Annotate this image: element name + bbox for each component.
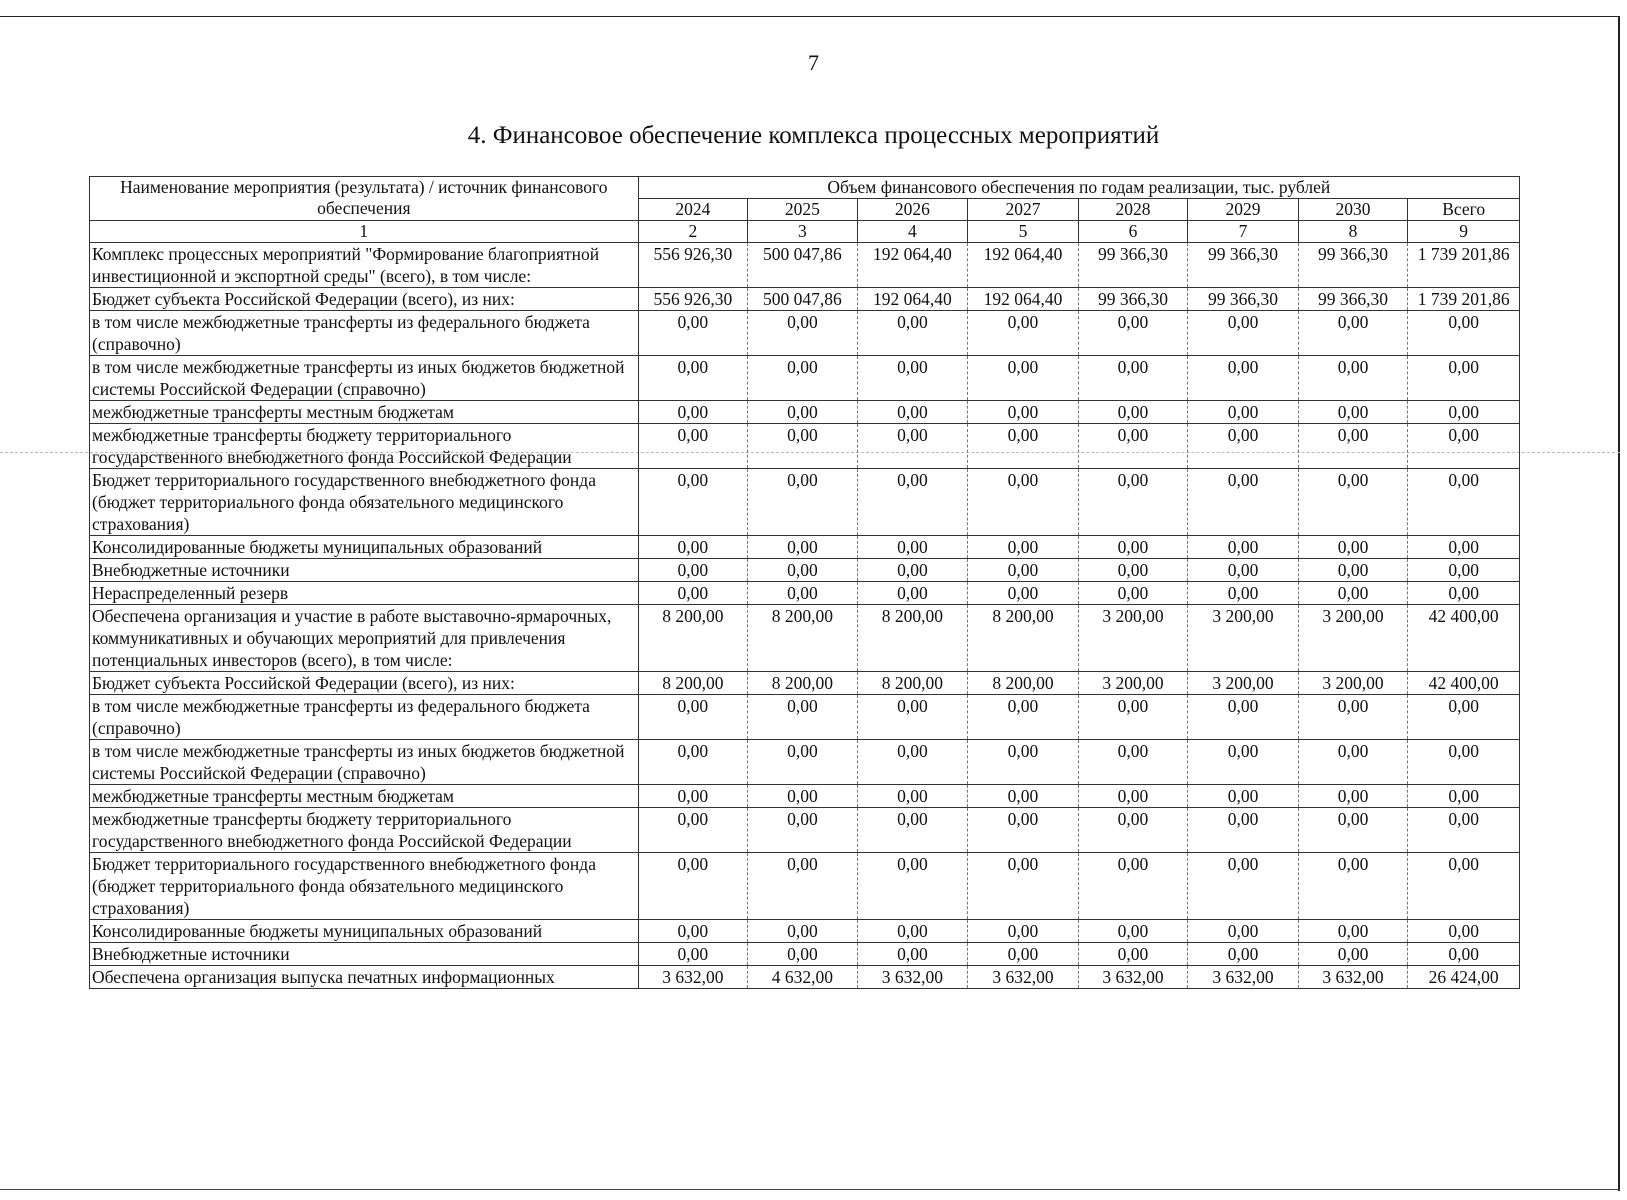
row-value: 0,00 bbox=[1188, 582, 1299, 605]
row-value: 0,00 bbox=[968, 356, 1079, 401]
row-value: 0,00 bbox=[1188, 401, 1299, 424]
row-name: в том числе межбюджетные трансферты из федерального бюджета (справочно) bbox=[90, 695, 639, 740]
row-value: 0,00 bbox=[1188, 943, 1299, 966]
row-value: 0,00 bbox=[857, 559, 968, 582]
row-value: 8 200,00 bbox=[968, 672, 1079, 695]
row-value: 0,00 bbox=[1298, 695, 1408, 740]
row-value: 99 366,30 bbox=[1298, 243, 1408, 288]
row-value: 0,00 bbox=[1298, 311, 1408, 356]
row-value: 99 366,30 bbox=[1188, 288, 1299, 311]
row-value: 0,00 bbox=[1408, 853, 1520, 920]
row-value: 0,00 bbox=[1188, 808, 1299, 853]
row-value: 0,00 bbox=[638, 785, 748, 808]
row-value: 0,00 bbox=[968, 559, 1079, 582]
row-value: 0,00 bbox=[638, 582, 748, 605]
row-value: 0,00 bbox=[968, 536, 1079, 559]
table-row bbox=[90, 943, 1520, 966]
table-row bbox=[90, 469, 1520, 536]
row-value: 0,00 bbox=[1298, 943, 1408, 966]
row-value: 0,00 bbox=[857, 740, 968, 785]
row-value: 0,00 bbox=[638, 808, 748, 853]
row-value: 3 632,00 bbox=[1298, 966, 1408, 989]
row-value: 0,00 bbox=[1298, 424, 1408, 469]
row-name: Бюджет территориального государственного внебюджетного фонда (бюджет территориального фонда обязательного медицинского страхования) bbox=[90, 469, 639, 536]
table-body bbox=[90, 243, 1520, 989]
row-name: Бюджет территориального государственного внебюджетного фонда (бюджет территориального фонда обязательного медицинского страхования) bbox=[90, 853, 639, 920]
column-number: 2 bbox=[638, 221, 748, 243]
row-value: 0,00 bbox=[857, 920, 968, 943]
row-value: 0,00 bbox=[1408, 311, 1520, 356]
column-number: 7 bbox=[1188, 221, 1299, 243]
row-value: 0,00 bbox=[1408, 695, 1520, 740]
row-value: 42 400,00 bbox=[1408, 605, 1520, 672]
row-value: 0,00 bbox=[1078, 785, 1188, 808]
page-frame-right bbox=[1618, 16, 1620, 1191]
row-value: 500 047,86 bbox=[748, 288, 858, 311]
row-value: 0,00 bbox=[1408, 469, 1520, 536]
row-value: 0,00 bbox=[748, 943, 858, 966]
row-value: 0,00 bbox=[638, 559, 748, 582]
row-value: 0,00 bbox=[1078, 311, 1188, 356]
row-name: межбюджетные трансферты местным бюджетам bbox=[90, 401, 639, 424]
row-value: 99 366,30 bbox=[1298, 288, 1408, 311]
row-value: 0,00 bbox=[748, 853, 858, 920]
row-value: 0,00 bbox=[1078, 536, 1188, 559]
row-value: 3 200,00 bbox=[1188, 672, 1299, 695]
row-name: в том числе межбюджетные трансферты из иных бюджетов бюджетной системы Российской Федерации (справочно) bbox=[90, 740, 639, 785]
column-number: 9 bbox=[1408, 221, 1520, 243]
row-value: 3 632,00 bbox=[1078, 966, 1188, 989]
row-value: 26 424,00 bbox=[1408, 966, 1520, 989]
row-value: 3 632,00 bbox=[1188, 966, 1299, 989]
row-value: 99 366,30 bbox=[1188, 243, 1299, 288]
row-value: 3 632,00 bbox=[968, 966, 1079, 989]
row-value: 0,00 bbox=[1408, 536, 1520, 559]
row-value: 0,00 bbox=[638, 853, 748, 920]
table-row bbox=[90, 740, 1520, 785]
row-value: 0,00 bbox=[638, 943, 748, 966]
row-value: 3 200,00 bbox=[1188, 605, 1299, 672]
row-value: 0,00 bbox=[1408, 808, 1520, 853]
row-value: 0,00 bbox=[1298, 356, 1408, 401]
row-value: 0,00 bbox=[1078, 695, 1188, 740]
row-value: 0,00 bbox=[638, 740, 748, 785]
row-value: 0,00 bbox=[748, 808, 858, 853]
table-row bbox=[90, 356, 1520, 401]
row-name: в том числе межбюджетные трансферты из федерального бюджета (справочно) bbox=[90, 311, 639, 356]
row-value: 0,00 bbox=[1298, 853, 1408, 920]
row-value: 0,00 bbox=[1298, 469, 1408, 536]
row-value: 0,00 bbox=[857, 695, 968, 740]
row-name: Комплекс процессных мероприятий "Формирование благоприятной инвестиционной и экспортной среды" (всего), в том числе: bbox=[90, 243, 639, 288]
row-value: 8 200,00 bbox=[857, 672, 968, 695]
row-value: 0,00 bbox=[1078, 853, 1188, 920]
year-header: 2024 bbox=[638, 199, 748, 221]
row-value: 0,00 bbox=[1298, 808, 1408, 853]
row-value: 0,00 bbox=[1078, 920, 1188, 943]
row-name: Консолидированные бюджеты муниципальных образований bbox=[90, 536, 639, 559]
row-value: 0,00 bbox=[1298, 785, 1408, 808]
row-value: 0,00 bbox=[857, 311, 968, 356]
financing-table bbox=[89, 176, 1520, 989]
row-value: 0,00 bbox=[1188, 695, 1299, 740]
row-name: Бюджет субъекта Российской Федерации (всего), из них: bbox=[90, 672, 639, 695]
row-value: 0,00 bbox=[1188, 853, 1299, 920]
row-value: 0,00 bbox=[857, 356, 968, 401]
row-value: 0,00 bbox=[968, 469, 1079, 536]
row-value: 0,00 bbox=[1408, 582, 1520, 605]
row-value: 0,00 bbox=[968, 785, 1079, 808]
row-value: 3 200,00 bbox=[1078, 605, 1188, 672]
row-value: 0,00 bbox=[748, 469, 858, 536]
row-value: 0,00 bbox=[857, 808, 968, 853]
row-value: 3 200,00 bbox=[1298, 672, 1408, 695]
row-value: 99 366,30 bbox=[1078, 243, 1188, 288]
row-value: 0,00 bbox=[968, 401, 1079, 424]
page-frame-bottom bbox=[0, 1189, 1620, 1190]
row-value: 3 200,00 bbox=[1298, 605, 1408, 672]
row-value: 0,00 bbox=[1408, 424, 1520, 469]
table-row bbox=[90, 785, 1520, 808]
table-row bbox=[90, 243, 1520, 288]
row-value: 0,00 bbox=[1298, 740, 1408, 785]
row-value: 0,00 bbox=[638, 695, 748, 740]
row-value: 0,00 bbox=[638, 424, 748, 469]
row-value: 42 400,00 bbox=[1408, 672, 1520, 695]
row-value: 0,00 bbox=[857, 424, 968, 469]
table-row bbox=[90, 288, 1520, 311]
column-number: 1 bbox=[90, 221, 639, 243]
row-value: 0,00 bbox=[1188, 559, 1299, 582]
row-value: 0,00 bbox=[748, 401, 858, 424]
table-row bbox=[90, 311, 1520, 356]
row-value: 99 366,30 bbox=[1078, 288, 1188, 311]
row-value: 0,00 bbox=[1078, 401, 1188, 424]
column-numbers-row bbox=[90, 221, 1520, 243]
column-number: 3 bbox=[748, 221, 858, 243]
row-value: 0,00 bbox=[968, 424, 1079, 469]
row-value: 3 632,00 bbox=[857, 966, 968, 989]
row-value: 0,00 bbox=[1078, 740, 1188, 785]
row-value: 0,00 bbox=[1078, 356, 1188, 401]
row-name: Внебюджетные источники bbox=[90, 943, 639, 966]
row-value: 556 926,30 bbox=[638, 288, 748, 311]
row-value: 0,00 bbox=[1298, 920, 1408, 943]
page-title: 4. Финансовое обеспечение комплекса процессных мероприятий bbox=[467, 122, 1160, 149]
row-value: 0,00 bbox=[1188, 469, 1299, 536]
row-value: 0,00 bbox=[1188, 311, 1299, 356]
year-header: 2028 bbox=[1078, 199, 1188, 221]
row-name: Обеспечена организация выпуска печатных информационных bbox=[90, 966, 639, 989]
row-value: 0,00 bbox=[1408, 920, 1520, 943]
row-value: 8 200,00 bbox=[748, 605, 858, 672]
table-row bbox=[90, 582, 1520, 605]
row-value: 0,00 bbox=[968, 740, 1079, 785]
row-value: 0,00 bbox=[968, 695, 1079, 740]
row-value: 0,00 bbox=[857, 785, 968, 808]
row-value: 0,00 bbox=[748, 695, 858, 740]
row-value: 0,00 bbox=[968, 311, 1079, 356]
row-value: 0,00 bbox=[1078, 424, 1188, 469]
row-value: 0,00 bbox=[1298, 582, 1408, 605]
row-value: 0,00 bbox=[748, 559, 858, 582]
row-value: 192 064,40 bbox=[968, 288, 1079, 311]
table-row bbox=[90, 401, 1520, 424]
table-row bbox=[90, 536, 1520, 559]
year-header: 2029 bbox=[1188, 199, 1299, 221]
row-value: 0,00 bbox=[748, 582, 858, 605]
row-value: 0,00 bbox=[1408, 401, 1520, 424]
table-row bbox=[90, 920, 1520, 943]
table-row bbox=[90, 808, 1520, 853]
row-name: Обеспечена организация и участие в работе выставочно-ярмарочных, коммуникативных и обучающих мероприятий для привлечения потенциальных инвесторов (всего), в том числе: bbox=[90, 605, 639, 672]
row-value: 1 739 201,86 bbox=[1408, 288, 1520, 311]
row-value: 0,00 bbox=[1408, 559, 1520, 582]
column-number: 5 bbox=[968, 221, 1079, 243]
row-value: 4 632,00 bbox=[748, 966, 858, 989]
row-value: 0,00 bbox=[748, 356, 858, 401]
row-value: 500 047,86 bbox=[748, 243, 858, 288]
row-name: в том числе межбюджетные трансферты из иных бюджетов бюджетной системы Российской Федерации (справочно) bbox=[90, 356, 639, 401]
column-header-group: Объем финансового обеспечения по годам реализации, тыс. рублей bbox=[638, 177, 1519, 199]
row-value: 0,00 bbox=[638, 311, 748, 356]
row-value: 0,00 bbox=[748, 536, 858, 559]
table-row bbox=[90, 672, 1520, 695]
column-header-name: Наименование мероприятия (результата) / источник финансового обеспечения bbox=[90, 177, 639, 221]
row-value: 8 200,00 bbox=[748, 672, 858, 695]
row-value: 192 064,40 bbox=[857, 243, 968, 288]
row-value: 0,00 bbox=[1188, 740, 1299, 785]
row-name: Бюджет субъекта Российской Федерации (всего), из них: bbox=[90, 288, 639, 311]
row-value: 0,00 bbox=[968, 808, 1079, 853]
row-value: 0,00 bbox=[748, 785, 858, 808]
row-value: 0,00 bbox=[638, 356, 748, 401]
row-value: 0,00 bbox=[857, 469, 968, 536]
row-value: 0,00 bbox=[857, 582, 968, 605]
row-value: 0,00 bbox=[1078, 559, 1188, 582]
row-value: 0,00 bbox=[1408, 356, 1520, 401]
year-header: Всего bbox=[1408, 199, 1520, 221]
row-value: 0,00 bbox=[968, 582, 1079, 605]
row-value: 0,00 bbox=[968, 943, 1079, 966]
row-value: 0,00 bbox=[1188, 785, 1299, 808]
year-header: 2026 bbox=[857, 199, 968, 221]
page-number: 7 bbox=[808, 50, 819, 75]
page-frame-top bbox=[0, 16, 1620, 17]
row-value: 0,00 bbox=[748, 740, 858, 785]
row-value: 1 739 201,86 bbox=[1408, 243, 1520, 288]
row-value: 0,00 bbox=[1298, 401, 1408, 424]
row-value: 192 064,40 bbox=[968, 243, 1079, 288]
row-value: 8 200,00 bbox=[638, 672, 748, 695]
row-value: 0,00 bbox=[1078, 469, 1188, 536]
table-row bbox=[90, 605, 1520, 672]
row-value: 0,00 bbox=[968, 920, 1079, 943]
row-value: 0,00 bbox=[857, 853, 968, 920]
table-row bbox=[90, 424, 1520, 469]
year-header: 2030 bbox=[1298, 199, 1408, 221]
column-number: 8 bbox=[1298, 221, 1408, 243]
row-value: 0,00 bbox=[748, 920, 858, 943]
row-value: 3 632,00 bbox=[638, 966, 748, 989]
row-value: 0,00 bbox=[857, 401, 968, 424]
row-value: 0,00 bbox=[1188, 356, 1299, 401]
row-value: 192 064,40 bbox=[857, 288, 968, 311]
year-header: 2027 bbox=[968, 199, 1079, 221]
table-row bbox=[90, 853, 1520, 920]
row-value: 0,00 bbox=[1188, 920, 1299, 943]
row-value: 8 200,00 bbox=[968, 605, 1079, 672]
row-value: 0,00 bbox=[1408, 740, 1520, 785]
row-value: 0,00 bbox=[1408, 943, 1520, 966]
row-name: Нераспределенный резерв bbox=[90, 582, 639, 605]
row-value: 0,00 bbox=[968, 853, 1079, 920]
column-number: 4 bbox=[857, 221, 968, 243]
row-value: 0,00 bbox=[1078, 943, 1188, 966]
row-value: 0,00 bbox=[1408, 785, 1520, 808]
row-value: 3 200,00 bbox=[1078, 672, 1188, 695]
row-value: 0,00 bbox=[1188, 536, 1299, 559]
table-row bbox=[90, 695, 1520, 740]
row-value: 0,00 bbox=[638, 469, 748, 536]
row-value: 0,00 bbox=[1078, 582, 1188, 605]
row-value: 8 200,00 bbox=[857, 605, 968, 672]
row-value: 0,00 bbox=[748, 311, 858, 356]
row-name: межбюджетные трансферты бюджету территориального государственного внебюджетного фонда Российской Федерации bbox=[90, 808, 639, 853]
table-row bbox=[90, 559, 1520, 582]
row-value: 556 926,30 bbox=[638, 243, 748, 288]
row-name: межбюджетные трансферты бюджету территориального государственного внебюджетного фонда Российской Федерации bbox=[90, 424, 639, 469]
row-value: 0,00 bbox=[1078, 808, 1188, 853]
row-name: межбюджетные трансферты местным бюджетам bbox=[90, 785, 639, 808]
row-value: 0,00 bbox=[1188, 424, 1299, 469]
row-value: 0,00 bbox=[1298, 559, 1408, 582]
row-value: 0,00 bbox=[638, 920, 748, 943]
table-header-row bbox=[90, 177, 1520, 199]
row-name: Консолидированные бюджеты муниципальных образований bbox=[90, 920, 639, 943]
row-value: 0,00 bbox=[638, 536, 748, 559]
year-header: 2025 bbox=[748, 199, 858, 221]
row-value: 0,00 bbox=[857, 536, 968, 559]
row-value: 0,00 bbox=[1298, 536, 1408, 559]
column-number: 6 bbox=[1078, 221, 1188, 243]
row-value: 8 200,00 bbox=[638, 605, 748, 672]
row-value: 0,00 bbox=[748, 424, 858, 469]
row-value: 0,00 bbox=[638, 401, 748, 424]
row-value: 0,00 bbox=[857, 943, 968, 966]
row-name: Внебюджетные источники bbox=[90, 559, 639, 582]
table-row bbox=[90, 966, 1520, 989]
